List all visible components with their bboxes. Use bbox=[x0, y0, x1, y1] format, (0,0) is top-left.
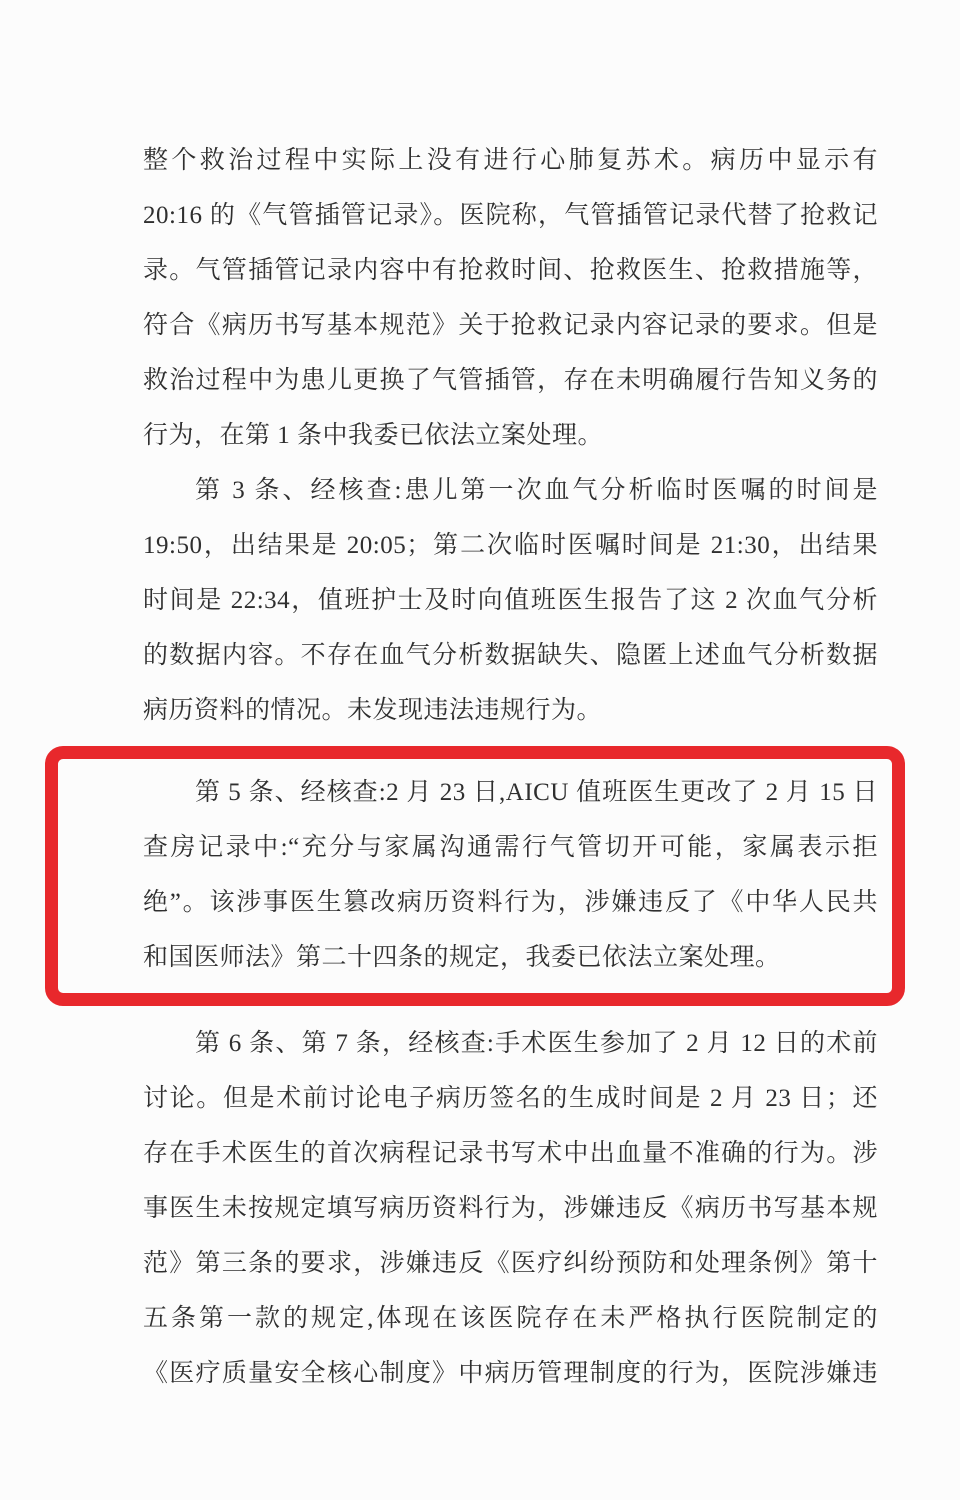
text-line: 整个救治过程中实际上没有进行心肺复苏术。病历中显示有 bbox=[143, 147, 878, 174]
text-line: 存在手术医生的首次病程记录书写术中出血量不准确的行为。涉 bbox=[143, 1140, 878, 1167]
text-line: 行为，在第 1 条中我委已依法立案处理。 bbox=[143, 422, 604, 449]
paragraph-1 bbox=[143, 133, 878, 463]
text-line: 第 5 条、经核查:2 月 23 日,AICU 值班医生更改了 2 月 15 日 bbox=[195, 779, 878, 806]
text-line: 范》第三条的要求，涉嫌违反《医疗纠纷预防和处理条例》第十 bbox=[143, 1250, 878, 1277]
paragraph-4 bbox=[143, 1016, 878, 1401]
text-line: 符合《病历书写基本规范》关于抢救记录内容记录的要求。但是 bbox=[143, 312, 878, 339]
paragraph-2 bbox=[143, 463, 878, 738]
text-line: 病历资料的情况。未发现违法违规行为。 bbox=[143, 697, 603, 724]
highlight-box bbox=[45, 746, 905, 1006]
text-line: 绝”。该涉事医生篡改病历资料行为，涉嫌违反了《中华人民共 bbox=[143, 889, 878, 916]
text-line: 事医生未按规定填写病历资料行为，涉嫌违反《病历书写基本规 bbox=[143, 1195, 878, 1222]
text-line: 时间是 22:34，值班护士及时向值班医生报告了这 2 次血气分析 bbox=[143, 587, 878, 614]
text-line: 救治过程中为患儿更换了气管插管，存在未明确履行告知义务的 bbox=[143, 367, 878, 394]
text-line: 《医疗质量安全核心制度》中病历管理制度的行为，医院涉嫌违 bbox=[143, 1360, 878, 1387]
text-line: 的数据内容。不存在血气分析数据缺失、隐匿上述血气分析数据 bbox=[143, 642, 878, 669]
text-line: 讨论。但是术前讨论电子病历签名的生成时间是 2 月 23 日；还 bbox=[143, 1085, 878, 1112]
text-line: 五条第一款的规定,体现在该医院存在未严格执行医院制定的 bbox=[143, 1305, 878, 1332]
text-line: 20:16 的《气管插管记录》。医院称，气管插管记录代替了抢救记 bbox=[143, 202, 878, 229]
text-line: 第 3 条、经核查:患儿第一次血气分析临时医嘱的时间是 bbox=[195, 477, 878, 504]
text-line: 第 6 条、第 7 条，经核查:手术医生参加了 2 月 12 日的术前 bbox=[195, 1030, 878, 1057]
document-text-column bbox=[143, 133, 878, 1401]
text-line: 和国医师法》第二十四条的规定，我委已依法立案处理。 bbox=[143, 944, 781, 971]
paragraph-3-highlighted bbox=[143, 765, 878, 985]
text-line: 录。气管插管记录内容中有抢救时间、抢救医生、抢救措施等， bbox=[143, 257, 878, 284]
text-line: 19:50，出结果是 20:05；第二次临时医嘱时间是 21:30，出结果 bbox=[143, 532, 878, 559]
text-line: 查房记录中:“充分与家属沟通需行气管切开可能，家属表示拒 bbox=[143, 834, 878, 861]
